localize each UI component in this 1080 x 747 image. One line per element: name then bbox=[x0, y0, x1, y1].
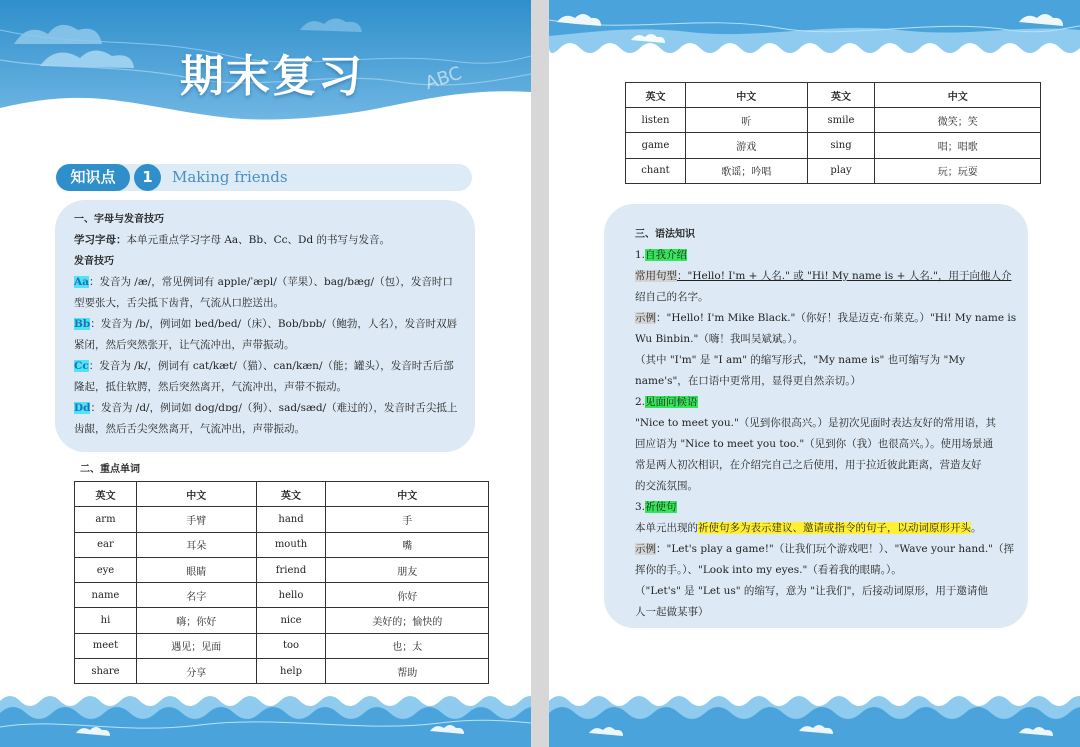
right-page bbox=[549, 0, 1080, 747]
wave-footer bbox=[549, 687, 1080, 747]
table-header-row bbox=[626, 83, 1041, 108]
point-2-title: 见面问候语 bbox=[645, 396, 698, 408]
table-cell: eye bbox=[75, 557, 137, 582]
p3-line-2 bbox=[635, 539, 1014, 560]
table-cell: 嗨；你好 bbox=[136, 608, 256, 633]
bb-text-1: ：发音为 /b/，例词如 bed/bed/（床）、Bob/bɒb/（鲍勃，人名），发音时双唇 bbox=[90, 318, 458, 330]
header-chinese: 中文 bbox=[685, 83, 807, 108]
bb-letter: Bb bbox=[74, 318, 91, 330]
table-row bbox=[75, 507, 489, 532]
p1-example-line-2: Wu Binbin."（嗨！我叫吴斌斌。）。 bbox=[635, 333, 804, 345]
point-1-title: 自我介绍 bbox=[645, 249, 688, 261]
cc-text-1: ：发音为 /k/，例词有 cat/kæt/（猫）、can/kæn/（能；罐头），发音时舌后部 bbox=[88, 360, 454, 372]
p3-line-5: 人一起做某事） bbox=[635, 606, 709, 618]
table-cell: 手 bbox=[326, 507, 489, 532]
table-cell: too bbox=[256, 633, 326, 658]
table-cell: 歌谣；吟唱 bbox=[685, 158, 807, 183]
key-words-table-continued bbox=[625, 82, 1041, 184]
p3-line-1-a: 本单元出现的 bbox=[635, 522, 698, 534]
table-cell: sing bbox=[807, 133, 875, 158]
study-text: 本单元重点学习字母 Aa、Bb、Cc、Dd 的书写与发音。 bbox=[126, 234, 391, 246]
grammar-point-1-title bbox=[635, 245, 687, 266]
watermark-abc: ABC bbox=[422, 62, 465, 95]
header-english: 英文 bbox=[256, 482, 326, 507]
table-cell: 唱；唱歌 bbox=[875, 133, 1041, 158]
page-title: 期末复习 bbox=[180, 51, 364, 102]
table-cell: hand bbox=[256, 507, 326, 532]
table-cell: 你好 bbox=[326, 583, 489, 608]
table-cell: play bbox=[807, 158, 875, 183]
table-cell: 耳朵 bbox=[136, 532, 256, 557]
study-letters-line bbox=[74, 230, 390, 251]
cc-line-1 bbox=[74, 356, 454, 377]
table-cell: 游戏 bbox=[685, 133, 807, 158]
p2-line-3: 常是两人初次相识，在介绍完自己之后使用，用于拉近彼此距离，营造友好 bbox=[635, 459, 982, 471]
table-cell: hi bbox=[75, 608, 137, 633]
table-cell: 帮助 bbox=[326, 659, 489, 684]
aa-text-1: ：发音为 /æ/，常见例词有 apple/ˈæpl/（苹果）、bag/bæg/（包），发音时口 bbox=[88, 276, 453, 288]
table-cell: mouth bbox=[256, 532, 326, 557]
table-cell: chant bbox=[626, 158, 686, 183]
table-cell: friend bbox=[256, 557, 326, 582]
pattern-label: 常用句型 bbox=[635, 270, 677, 282]
dd-text-1: ：发音为 /d/，例词如 dog/dɒg/（狗）、sad/sæd/（难过的），发音时舌尖抵上 bbox=[90, 402, 458, 414]
bb-line-2: 紧闭，然后突然张开，让气流冲出，声带振动。 bbox=[74, 339, 295, 351]
knowledge-point-number: 1 bbox=[134, 164, 161, 191]
example-label: 示例 bbox=[635, 543, 656, 555]
table-cell: name bbox=[75, 583, 137, 608]
phonics-tips-heading: 发音技巧 bbox=[74, 256, 114, 267]
pattern-text: ："Hello! I'm + 人名." 或 "Hi! My name is + 人名."，用于向他人介 bbox=[677, 270, 1012, 282]
table-row bbox=[626, 158, 1041, 183]
table-row bbox=[75, 532, 489, 557]
p3-line-1-highlight: 祈使句多为表示建议、邀请或指令的句子，以动词原形开头 bbox=[698, 522, 971, 534]
aa-letter: Aa bbox=[74, 276, 89, 288]
p2-line-4: 的交流氛围。 bbox=[635, 480, 698, 492]
p1-pattern-line-1 bbox=[635, 266, 1011, 287]
p1-note-line-2: name's"，在口语中更常用，显得更自然亲切。） bbox=[635, 375, 862, 387]
header-chinese: 中文 bbox=[326, 482, 489, 507]
unit-title: Making friends bbox=[172, 168, 288, 186]
grammar-point-3-title bbox=[635, 497, 677, 518]
table-cell: 玩；玩耍 bbox=[875, 158, 1041, 183]
point-3-number: 3. bbox=[635, 501, 646, 513]
knowledge-point-label: 知识点 bbox=[56, 164, 130, 191]
study-label: 学习字母： bbox=[74, 234, 127, 246]
p3-line-4: （"Let's" 是 "Let us" 的缩写，意为 "让我们"，后接动词原形，用于邀请他 bbox=[635, 585, 988, 597]
header-chinese: 中文 bbox=[136, 482, 256, 507]
p1-example-line-1 bbox=[635, 308, 1016, 329]
point-1-number: 1. bbox=[635, 249, 646, 261]
table-cell: game bbox=[626, 133, 686, 158]
table-cell: 眼睛 bbox=[136, 557, 256, 582]
table-cell: meet bbox=[75, 633, 137, 658]
table-cell: share bbox=[75, 659, 137, 684]
table-cell: smile bbox=[807, 108, 875, 133]
key-words-table bbox=[74, 481, 489, 684]
p3-line-1 bbox=[635, 518, 982, 539]
p2-line-2: 回应语为 "Nice to meet you too."（见到你（我）也很高兴。）。使用场景通 bbox=[635, 438, 994, 450]
dd-letter: Dd bbox=[74, 402, 91, 414]
dd-line-1 bbox=[74, 398, 457, 419]
table-row bbox=[75, 557, 489, 582]
phonics-heading: 一、字母与发音技巧 bbox=[74, 214, 164, 225]
header-english: 英文 bbox=[626, 83, 686, 108]
table-row bbox=[626, 133, 1041, 158]
key-words-heading: 二、重点单词 bbox=[80, 464, 140, 475]
p3-example-text: ："Let's play a game!"（让我们玩个游戏吧！）、"Wave your hand."（挥 bbox=[656, 543, 1015, 555]
table-row bbox=[75, 659, 489, 684]
header-english: 英文 bbox=[807, 83, 875, 108]
header-chinese: 中文 bbox=[875, 83, 1041, 108]
table-cell: 也；太 bbox=[326, 633, 489, 658]
p3-line-1-c: 。 bbox=[971, 522, 982, 534]
wave-header bbox=[549, 0, 1080, 72]
example-text: ："Hello! I'm Mike Black."（你好！我是迈克·布莱克。）"Hi! My name is bbox=[656, 312, 1017, 324]
p3-line-3: 挥你的手。）、"Look into my eyes."（看着我的眼睛。）。 bbox=[635, 564, 902, 576]
table-cell: 手臂 bbox=[136, 507, 256, 532]
aa-line-1 bbox=[74, 272, 453, 293]
table-header-row bbox=[75, 482, 489, 507]
bb-line-1 bbox=[74, 314, 457, 335]
table-cell: 微笑；笑 bbox=[875, 108, 1041, 133]
table-row bbox=[626, 108, 1041, 133]
grammar-heading: 三、语法知识 bbox=[635, 229, 695, 240]
table-cell: ear bbox=[75, 532, 137, 557]
table-cell: 名字 bbox=[136, 583, 256, 608]
p1-note-line-1: （其中 "I'm" 是 "I am" 的缩写形式，"My name is" 也可缩写为 "My bbox=[635, 354, 966, 366]
dd-line-2: 齿龈，然后舌尖突然离开，气流冲出，声带振动。 bbox=[74, 423, 305, 435]
cc-letter: Cc bbox=[74, 360, 89, 372]
table-cell: 嘴 bbox=[326, 532, 489, 557]
aa-line-2: 型要张大，舌尖抵下齿背，气流从口腔送出。 bbox=[74, 297, 284, 309]
table-cell: listen bbox=[626, 108, 686, 133]
table-cell: 分享 bbox=[136, 659, 256, 684]
table-cell: help bbox=[256, 659, 326, 684]
table-row bbox=[75, 633, 489, 658]
left-page bbox=[0, 0, 531, 747]
table-cell: hello bbox=[256, 583, 326, 608]
grammar-point-2-title bbox=[635, 392, 698, 413]
table-cell: 朋友 bbox=[326, 557, 489, 582]
p2-line-1: "Nice to meet you."（见到你很高兴。）是初次见面时表达友好的常用语，其 bbox=[635, 417, 997, 429]
example-label: 示例 bbox=[635, 312, 656, 324]
table-cell: nice bbox=[256, 608, 326, 633]
wave-footer bbox=[0, 687, 531, 747]
point-2-number: 2. bbox=[635, 396, 646, 408]
p1-pattern-line-2: 绍自己的名字。 bbox=[635, 291, 709, 303]
table-row bbox=[75, 583, 489, 608]
cc-line-2: 隆起，抵住软腭，然后突然离开，气流冲出，声带不振动。 bbox=[74, 381, 347, 393]
point-3-title: 祈使句 bbox=[645, 501, 677, 513]
table-row bbox=[75, 608, 489, 633]
table-cell: 遇见；见面 bbox=[136, 633, 256, 658]
table-cell: 听 bbox=[685, 108, 807, 133]
table-cell: arm bbox=[75, 507, 137, 532]
header-english: 英文 bbox=[75, 482, 137, 507]
table-cell: 美好的；愉快的 bbox=[326, 608, 489, 633]
